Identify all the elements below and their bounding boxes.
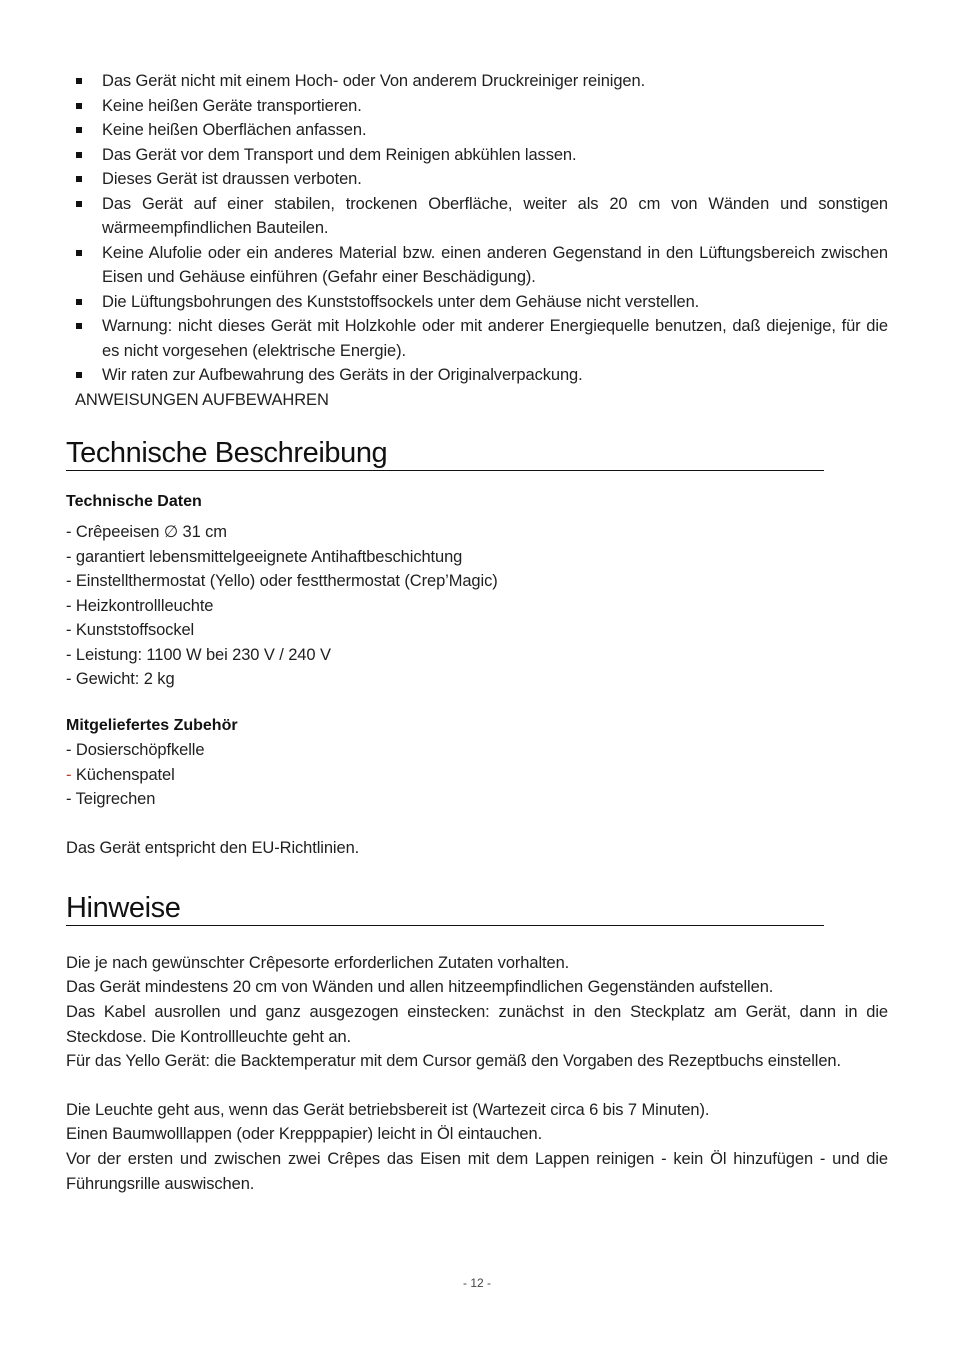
list-item: Das Gerät vor dem Transport und dem Reinigen abkühlen lassen. [66, 143, 888, 168]
list-item: - Leistung: 1100 W bei 230 V / 240 V [66, 645, 331, 664]
list-item: - garantiert lebensmittelgeeignete Antihaftbeschichtung [66, 547, 463, 566]
hint-paragraph: Die je nach gewünschter Crêpesorte erforderlichen Zutaten vorhalten. [66, 954, 570, 972]
list-item: Keine heißen Oberflächen anfassen. [66, 118, 888, 143]
hint-paragraph: Für das Yello Gerät: die Backtemperatur mit dem Cursor gemäß den Vorgaben des Rezeptbuchs einstellen. [66, 1052, 841, 1070]
list-item: Warnung: nicht dieses Gerät mit Holzkohle oder mit anderer Energiequelle benutzen, daß diejenige, für die es nicht vorgesehen (elektrische Energie). [66, 314, 888, 363]
list-item: Keine heißen Geräte transportieren. [66, 94, 888, 119]
list-item: Die Lüftungsbohrungen des Kunststoffsockels unter dem Gehäuse nicht verstellen. [66, 290, 888, 315]
subheading-accessories: Mitgeliefertes Zubehör [66, 717, 238, 734]
square-bullet-icon [76, 201, 82, 207]
accessories-list [66, 738, 888, 812]
list-item: Keine Alufolie oder ein anderes Material bzw. einen anderen Gegenstand in den Lüftungsbereich zwischen Eisen und Gehäuse einführen (Gefahr einer Beschädigung). [66, 241, 888, 290]
list-item: - Dosierschöpfkelle [66, 741, 205, 759]
keep-instructions-note: ANWEISUNGEN AUFBEWAHREN [75, 391, 329, 409]
square-bullet-icon [76, 103, 82, 109]
technical-data-list [66, 520, 888, 692]
list-item: Das Gerät auf einer stabilen, trockenen Oberfläche, weiter als 20 cm von Wänden und sonstigen wärmeempfindlichen Bauteilen. [66, 192, 888, 241]
square-bullet-icon [76, 78, 82, 84]
page-number: - 12 - [462, 1276, 491, 1290]
list-item: - Einstellthermostat (Yello) oder festthermostat (Crep’Magic) [66, 572, 498, 590]
eu-compliance-note: Das Gerät entspricht den EU-Richtlinien. [66, 839, 360, 857]
list-item: - Gewicht: 2 kg [66, 670, 175, 688]
square-bullet-icon [76, 323, 82, 329]
safety-bullet-list [66, 69, 888, 388]
section-heading-hints: Hinweise [66, 891, 824, 926]
list-item: - Heizkontrollleuchte [66, 596, 214, 615]
square-bullet-icon [76, 299, 82, 305]
square-bullet-icon [76, 152, 82, 158]
hint-paragraph: Einen Baumwolllappen (oder Krepppapier) leicht in Öl eintauchen. [66, 1125, 543, 1143]
hint-paragraph: Das Gerät mindestens 20 cm von Wänden und allen hitzeempfindlichen Gegenständen aufstellen. [66, 978, 774, 996]
list-item: Dieses Gerät ist draussen verboten. [66, 167, 888, 192]
list-dash: - [66, 790, 72, 808]
square-bullet-icon [76, 176, 82, 182]
square-bullet-icon [76, 250, 82, 256]
list-item: - Küchenspatel [66, 765, 175, 784]
square-bullet-icon [76, 127, 82, 133]
hint-paragraph: Das Kabel ausrollen und ganz ausgezogen einstecken: zunächst in den Steckplatz am Gerät, dann in die Steckdose. Die Kontrollleuchte geht an. [66, 1003, 888, 1046]
list-dash: - [66, 765, 72, 784]
list-item: - Crêpeeisen ∅ 31 cm [66, 523, 227, 541]
list-item: Wir raten zur Aufbewahrung des Geräts in der Originalverpackung. [66, 363, 888, 388]
hint-paragraph: Die Leuchte geht aus, wenn das Gerät betriebsbereit ist (Wartezeit circa 6 bis 7 Minuten). [66, 1101, 710, 1119]
list-dash: - [66, 741, 72, 759]
list-item: - Kunststoffsockel [66, 621, 195, 639]
list-item: - Teigrechen [66, 790, 156, 808]
list-item: Das Gerät nicht mit einem Hoch- oder Von anderem Druckreiniger reinigen. [66, 69, 888, 94]
hint-paragraph: Vor der ersten und zwischen zwei Crêpes das Eisen mit dem Lappen reinigen - kein Öl hinzufügen - und die Führungsrille auswischen. [66, 1150, 888, 1193]
square-bullet-icon [76, 372, 82, 378]
section-heading-technical: Technische Beschreibung [66, 436, 824, 471]
subheading-technical-data: Technische Daten [66, 493, 202, 510]
